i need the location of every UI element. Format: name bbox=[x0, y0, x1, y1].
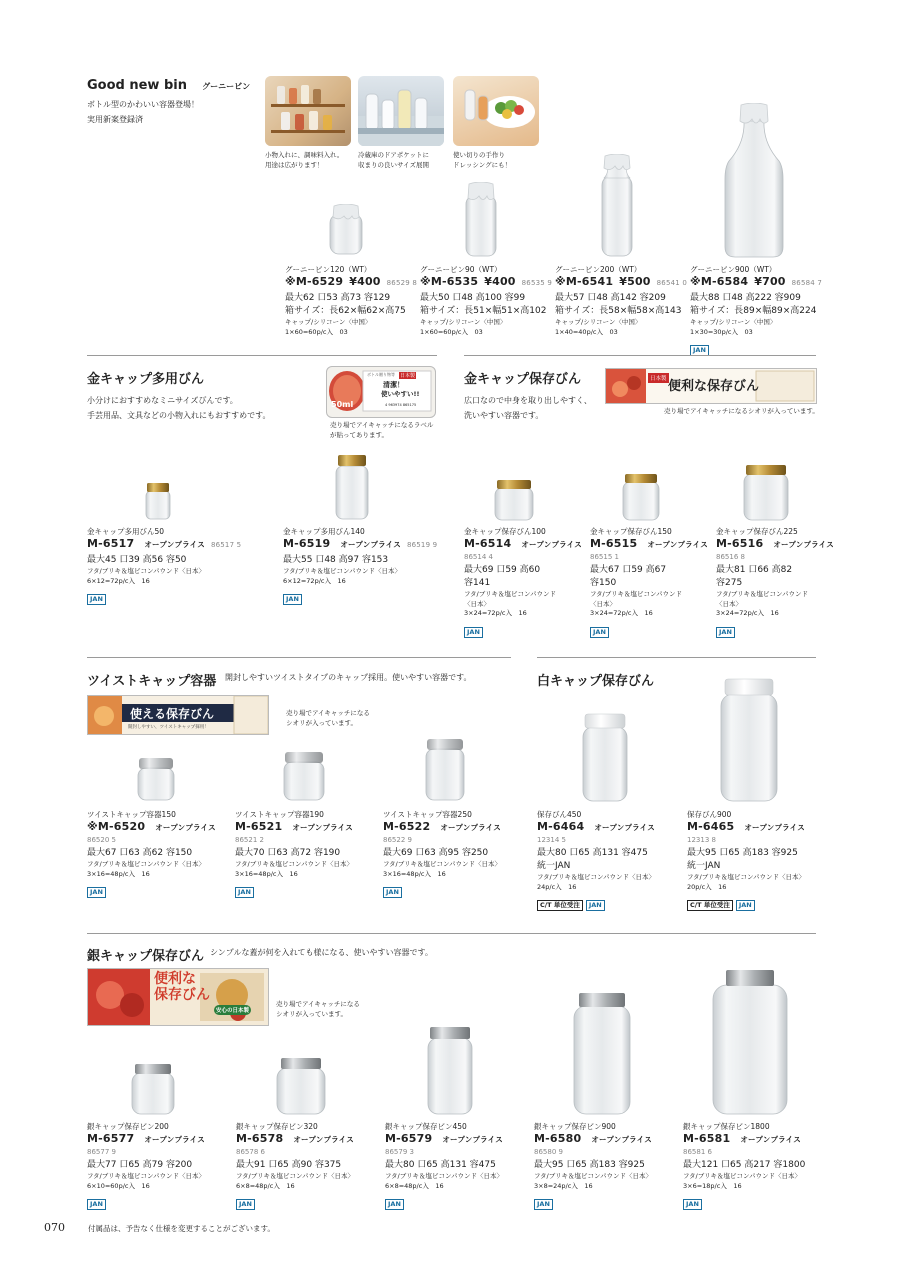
jan-code: 86515 1 bbox=[590, 553, 619, 561]
product-material: フタ/ブリキ＆塩ビコンパウンド〈日本〉 bbox=[683, 1172, 802, 1180]
product-name: グーニービン900（WT） bbox=[690, 265, 777, 274]
product-name: グーニービン120（WT） bbox=[285, 265, 372, 274]
gold-storage-banner-image bbox=[605, 368, 817, 404]
product-dims: 最大95 口65 高183 容925 bbox=[534, 1160, 645, 1170]
product-code: ※M-6584 bbox=[690, 275, 749, 288]
desc-line: 実用新案登録済 bbox=[87, 115, 143, 124]
product-pack: 1×40=40p/c入 03 bbox=[555, 327, 618, 336]
product-pack: 3×8=24p/c入 16 bbox=[534, 1181, 593, 1190]
product-name: 金キャップ多用びん140 bbox=[283, 527, 365, 536]
product-code: ※M-6535 bbox=[420, 275, 479, 288]
banner-note bbox=[276, 999, 360, 1019]
product-code: ※M-6529 bbox=[285, 275, 344, 288]
product-price: ¥400 bbox=[484, 275, 516, 288]
jar-image bbox=[129, 1063, 177, 1115]
jar-image bbox=[333, 454, 371, 520]
label-main-1: 清潔！ bbox=[383, 381, 404, 389]
product-pack: 1×60=60p/c入 03 bbox=[420, 327, 483, 336]
product-material: フタ/ブリキ＆塩ビコンパウンド〈日本〉 bbox=[87, 860, 206, 868]
jan-code: 12313 8 bbox=[687, 836, 716, 844]
jar-image bbox=[135, 757, 177, 801]
caption-line: 売り場でアイキャッチになる bbox=[286, 709, 370, 717]
product-m6541 bbox=[555, 264, 690, 337]
product-dims: 最大95 口65 高183 容925 bbox=[687, 848, 798, 858]
jan-code: 86577 9 bbox=[87, 1148, 116, 1156]
silver-banner-image bbox=[87, 968, 269, 1026]
product-dims: 最大121 口65 高217 容1800 bbox=[683, 1160, 806, 1170]
open-price: オープンプライス bbox=[521, 540, 582, 549]
jan-badge: JAN bbox=[383, 887, 402, 898]
caption-line: 冷蔵庫のドアポケットに bbox=[358, 151, 429, 159]
product-name: 金キャップ保存びん225 bbox=[716, 527, 798, 536]
banner-note bbox=[286, 708, 370, 728]
photo-caption-3 bbox=[453, 150, 511, 170]
open-price: オープンプライス bbox=[293, 1135, 354, 1144]
product-code: M-6522 bbox=[383, 820, 431, 833]
caption-line: シオリが入っています。 bbox=[276, 1010, 347, 1018]
product-code-line bbox=[87, 820, 232, 835]
jan-badge: JAN bbox=[586, 900, 605, 911]
jan-code: 86517 5 bbox=[210, 541, 242, 549]
jar-image bbox=[143, 482, 173, 520]
product-name: グーニービン90（WT） bbox=[420, 265, 502, 274]
product-m6577 bbox=[87, 1121, 232, 1210]
open-price: オープンプライス bbox=[647, 540, 708, 549]
silver-desc: シンプルな蓋が何を入れても様になる、使いやすい容器です。 bbox=[210, 948, 433, 957]
salad-illustration bbox=[453, 76, 539, 146]
product-m6516 bbox=[716, 526, 836, 638]
open-price: オープンプライス bbox=[773, 540, 834, 549]
jan-badge: JAN bbox=[236, 1199, 255, 1210]
product-material: フタ/ブリキ＆塩ビコンパウンド〈日本〉 bbox=[687, 873, 806, 881]
product-code: M-6515 bbox=[590, 537, 638, 550]
product-name: ツイストキャップ容器150 bbox=[87, 810, 176, 819]
desc-line: 広口なので中身を取り出しやすく、 bbox=[464, 396, 592, 405]
photo-caption-1 bbox=[265, 150, 343, 170]
shelf-illustration bbox=[265, 76, 351, 146]
product-dims: 最大45 口39 高56 容50 bbox=[87, 555, 187, 565]
product-material: フタ/ブリキ＆塩ビコンパウンド〈日本〉 bbox=[87, 1172, 206, 1180]
product-code-line bbox=[555, 275, 690, 290]
product-code: M-6579 bbox=[385, 1132, 433, 1145]
label-top: ボトル贈り物等 bbox=[367, 372, 395, 377]
gold-multi-desc bbox=[87, 393, 270, 423]
jan-code: 86529 8 bbox=[386, 279, 418, 287]
product-name: 銀キャップ保存ビン450 bbox=[385, 1122, 467, 1131]
product-price: ¥400 bbox=[349, 275, 381, 288]
label-barcode: 4 963974 865175 bbox=[385, 403, 417, 407]
jan-badge: JAN bbox=[87, 594, 106, 605]
product-box-size: 箱サイズ：長62×幅62×高75 bbox=[285, 306, 406, 316]
gold-multi-title: 金キャップ多用びん bbox=[87, 372, 205, 387]
white-cap-title: 白キャップ保存びん bbox=[537, 674, 655, 689]
twist-banner-image bbox=[87, 695, 269, 735]
jan-code: 86584 7 bbox=[791, 279, 823, 287]
open-price: オープンプライス bbox=[155, 823, 216, 832]
jar-image bbox=[492, 479, 536, 521]
product-cap: キャップ/シリコーン〈中国〉 bbox=[285, 318, 372, 326]
product-dims: 最大88 口48 高222 容909 bbox=[690, 293, 801, 303]
jan-badge: JAN bbox=[590, 627, 609, 638]
product-code-line bbox=[420, 275, 555, 290]
product-material: フタ/ブリキ＆塩ビコンパウンド bbox=[590, 590, 683, 598]
product-material-origin: 〈日本〉 bbox=[464, 599, 490, 608]
caption-line: 売り場でアイキャッチになる bbox=[276, 1000, 360, 1008]
label-tag: 日本製 bbox=[400, 373, 416, 379]
product-code: M-6521 bbox=[235, 820, 283, 833]
kitchen-shelf-photo bbox=[265, 76, 351, 146]
label-main-2: 使いやすい!! bbox=[381, 390, 420, 398]
product-capacity: 容150 bbox=[590, 578, 617, 588]
product-code-line bbox=[285, 275, 420, 290]
product-m6580 bbox=[534, 1121, 679, 1210]
product-m6535 bbox=[420, 264, 555, 337]
product-dims: 最大67 口63 高62 容150 bbox=[87, 848, 193, 858]
jan-badge: JAN bbox=[716, 627, 735, 638]
product-code: M-6578 bbox=[236, 1132, 284, 1145]
product-capacity: 容141 bbox=[464, 578, 491, 588]
product-code-line bbox=[236, 1132, 381, 1147]
open-price: オープンプライス bbox=[744, 823, 805, 832]
jan-code: 86581 6 bbox=[683, 1148, 712, 1156]
twist-title: ツイストキャップ容器 bbox=[87, 674, 217, 689]
jar-image bbox=[274, 1057, 328, 1115]
product-dims: 最大91 口65 高90 容375 bbox=[236, 1160, 342, 1170]
product-material: フタ/ブリキ＆塩ビコンパウンド〈日本〉 bbox=[87, 567, 206, 575]
caption-line: 売り場でアイキャッチになるラベル bbox=[330, 421, 434, 429]
footnote: 付属品は、予告なく仕様を変更することがございます。 bbox=[88, 1224, 275, 1233]
jan-badge: JAN bbox=[87, 1199, 106, 1210]
product-cap: キャップ/シリコーン〈中国〉 bbox=[420, 318, 507, 326]
jan-badge: JAN bbox=[235, 887, 254, 898]
dressing-photo bbox=[453, 76, 539, 146]
product-material: フタ/ブリキ＆塩ビコンパウンド〈日本〉 bbox=[283, 567, 402, 575]
product-m6519 bbox=[283, 526, 463, 605]
product-code-line bbox=[385, 1132, 530, 1147]
product-code-line bbox=[683, 1132, 828, 1147]
product-name: 銀キャップ保存ビン1800 bbox=[683, 1122, 770, 1131]
jan-code: 12314 5 bbox=[537, 836, 566, 844]
product-cap: キャップ/シリコーン〈中国〉 bbox=[690, 318, 777, 326]
jan-code: 86514 4 bbox=[464, 553, 493, 561]
product-pack: 3×24=72p/c入 16 bbox=[716, 609, 779, 617]
product-m6517 bbox=[87, 526, 267, 605]
product-pack: 3×16=48p/c入 16 bbox=[235, 869, 298, 878]
product-dims: 最大70 口63 高72 容190 bbox=[235, 848, 341, 858]
jan-badge: JAN bbox=[283, 594, 302, 605]
product-name: 金キャップ多用びん50 bbox=[87, 527, 165, 536]
jan-code: 86522 9 bbox=[383, 836, 412, 844]
open-price: オープンプライス bbox=[442, 1135, 503, 1144]
product-dims: 最大50 口48 高100 容99 bbox=[420, 293, 526, 303]
banner-note: 売り場でアイキャッチになるシオリが入っています。 bbox=[664, 407, 819, 415]
jar-image bbox=[580, 713, 630, 803]
page-number: 070 bbox=[44, 1221, 65, 1234]
product-name: グーニービン200（WT） bbox=[555, 265, 642, 274]
product-name: 銀キャップ保存ビン200 bbox=[87, 1122, 169, 1131]
banner-tag: 日本製 bbox=[648, 373, 669, 383]
product-dims: 最大69 口59 高60 bbox=[464, 565, 541, 575]
jan-badge: JAN bbox=[690, 345, 709, 356]
open-price: オープンプライス bbox=[440, 823, 501, 832]
product-code: M-6580 bbox=[534, 1132, 582, 1145]
jan-badge: JAN bbox=[534, 1199, 553, 1210]
jan-code: 86516 8 bbox=[716, 553, 745, 561]
jan-code: 86580 9 bbox=[534, 1148, 563, 1156]
product-dims: 最大80 口65 高131 容475 bbox=[385, 1160, 496, 1170]
product-m6529 bbox=[285, 264, 420, 337]
product-pack: 3×24=72p/c入 16 bbox=[464, 609, 527, 617]
product-code-line bbox=[283, 537, 463, 552]
jar-image bbox=[620, 473, 662, 521]
gold-storage-title: 金キャップ保存びん bbox=[464, 372, 582, 387]
open-price: オープンプライス bbox=[340, 540, 401, 549]
product-dims: 最大80 口65 高131 容475 bbox=[537, 848, 648, 858]
label-note bbox=[330, 420, 433, 440]
jan-badge: JAN bbox=[87, 887, 106, 898]
product-pack: 6×10=60p/c入 16 bbox=[87, 1181, 150, 1190]
product-cap: キャップ/シリコーン〈中国〉 bbox=[555, 318, 642, 326]
bottle-image bbox=[597, 154, 637, 258]
desc-line: 洗いやすい容器です。 bbox=[464, 411, 544, 420]
product-code-line bbox=[590, 537, 710, 552]
caption-line: 収まりの良いサイズ展開 bbox=[358, 161, 429, 169]
product-pack: 6×12=72p/c入 16 bbox=[87, 576, 150, 585]
product-m6520 bbox=[87, 809, 232, 898]
caption-line: シオリが入っています。 bbox=[286, 719, 357, 727]
banner-main: 便利な保存びん bbox=[668, 379, 760, 394]
product-code: M-6464 bbox=[537, 820, 585, 833]
ct-order-badge: C/T 単位受注 bbox=[687, 900, 733, 911]
product-code-line bbox=[537, 820, 682, 835]
product-box-size: 箱サイズ：長51×幅51×高102 bbox=[420, 306, 547, 316]
product-pack: 3×16=48p/c入 16 bbox=[87, 869, 150, 878]
product-material-origin: 〈日本〉 bbox=[716, 599, 742, 608]
product-m6514 bbox=[464, 526, 584, 638]
jar-image bbox=[718, 678, 780, 803]
jan-badge: JAN bbox=[464, 627, 483, 638]
open-price: オープンプライス bbox=[144, 540, 205, 549]
product-name: ツイストキャップ容器190 bbox=[235, 810, 324, 819]
product-name: 銀キャップ保存ビン900 bbox=[534, 1122, 616, 1131]
product-dims: 最大67 口59 高67 bbox=[590, 565, 667, 575]
product-code-line bbox=[464, 537, 584, 552]
product-pack: 6×8=48p/c入 16 bbox=[236, 1181, 295, 1190]
product-m6464 bbox=[537, 809, 682, 911]
product-dims: 最大77 口65 高79 容200 bbox=[87, 1160, 193, 1170]
product-pack: 3×6=18p/c入 16 bbox=[683, 1181, 742, 1190]
banner-main bbox=[154, 971, 210, 1003]
twist-desc: 開封しやすいツイストタイプのキャップ採用。使いやすい容器です。 bbox=[225, 673, 472, 682]
open-price: オープンプライス bbox=[292, 823, 353, 832]
product-dims: 最大81 口66 高82 bbox=[716, 565, 793, 575]
jar-image bbox=[281, 751, 327, 801]
jan-note: 統一JAN bbox=[537, 861, 571, 871]
product-code-line bbox=[716, 537, 836, 552]
product-pack: 6×12=72p/c入 16 bbox=[283, 576, 346, 585]
product-code: M-6517 bbox=[87, 537, 135, 550]
bottle-image bbox=[326, 204, 366, 256]
caption-line: ドレッシングにも！ bbox=[453, 161, 512, 169]
jar-image bbox=[571, 992, 633, 1115]
product-dims: 最大55 口48 高97 容153 bbox=[283, 555, 389, 565]
jan-code: 86578 6 bbox=[236, 1148, 265, 1156]
photo-caption-2 bbox=[358, 150, 429, 170]
product-pack: 24p/c入 16 bbox=[537, 882, 577, 891]
product-price: ¥500 bbox=[619, 275, 651, 288]
banner-main-line: 便利な bbox=[154, 971, 196, 987]
section-divider bbox=[87, 933, 816, 934]
product-name: 保存びん450 bbox=[537, 810, 582, 819]
product-code: M-6516 bbox=[716, 537, 764, 550]
product-material-origin: 〈日本〉 bbox=[590, 599, 616, 608]
product-code-line bbox=[87, 537, 267, 552]
caption-line: が貼ってあります。 bbox=[330, 431, 388, 439]
banner-main-line: 保存びん bbox=[154, 987, 210, 1003]
product-code: M-6514 bbox=[464, 537, 512, 550]
product-code-line bbox=[235, 820, 380, 835]
jan-code: 86535 9 bbox=[521, 279, 553, 287]
fridge-door-photo bbox=[358, 76, 444, 146]
product-code-line bbox=[534, 1132, 679, 1147]
product-material: フタ/ブリキ＆塩ビコンパウンド〈日本〉 bbox=[383, 860, 502, 868]
jan-badge: JAN bbox=[736, 900, 755, 911]
jan-code: 86520 5 bbox=[87, 836, 116, 844]
section-divider bbox=[87, 355, 437, 356]
bottle-image bbox=[462, 182, 500, 258]
product-price: ¥700 bbox=[754, 275, 786, 288]
ct-order-badge: C/T 単位受注 bbox=[537, 900, 583, 911]
product-dims: 最大62 口53 高73 容129 bbox=[285, 293, 391, 303]
product-m6578 bbox=[236, 1121, 381, 1210]
product-pack: 3×16=48p/c入 16 bbox=[383, 869, 446, 878]
product-box-size: 箱サイズ：長89×幅89×高224 bbox=[690, 306, 817, 316]
product-code-line bbox=[383, 820, 528, 835]
product-material: フタ/ブリキ＆塩ビコンパウンド bbox=[716, 590, 809, 598]
jan-badge: JAN bbox=[683, 1199, 702, 1210]
section-divider bbox=[537, 657, 816, 658]
banner-tag: 安心の日本製 bbox=[214, 1005, 251, 1015]
product-dims: 最大57 口48 高142 容209 bbox=[555, 293, 666, 303]
product-m6522 bbox=[383, 809, 528, 898]
good-new-bin-subtitle: グーニービン bbox=[202, 82, 251, 91]
product-capacity: 容275 bbox=[716, 578, 743, 588]
good-new-bin-title: Good new bin bbox=[87, 78, 187, 93]
product-m6465 bbox=[687, 809, 832, 911]
section-divider bbox=[87, 657, 511, 658]
open-price: オープンプライス bbox=[144, 1135, 205, 1144]
good-new-bin-desc bbox=[87, 97, 199, 127]
caption-line: 用途は広がります！ bbox=[265, 161, 324, 169]
jar-image bbox=[425, 1026, 475, 1115]
jan-badge: JAN bbox=[385, 1199, 404, 1210]
product-code-line bbox=[690, 275, 825, 290]
product-code-line bbox=[87, 1132, 232, 1147]
product-name: 銀キャップ保存ビン320 bbox=[236, 1122, 318, 1131]
product-box-size: 箱サイズ：長58×幅58×高143 bbox=[555, 306, 682, 316]
product-pack: 20p/c入 16 bbox=[687, 882, 727, 891]
product-code: M-6465 bbox=[687, 820, 735, 833]
product-pack: 1×60=60p/c入 03 bbox=[285, 327, 348, 336]
product-code: M-6581 bbox=[683, 1132, 731, 1145]
product-code: M-6519 bbox=[283, 537, 331, 550]
product-code: ※M-6541 bbox=[555, 275, 614, 288]
product-name: 保存びん900 bbox=[687, 810, 732, 819]
caption-line: 小物入れに、調味料入れ。 bbox=[265, 151, 344, 159]
product-name: 金キャップ保存びん150 bbox=[590, 527, 672, 536]
product-m6521 bbox=[235, 809, 380, 898]
caption-line: 使い切りの手作り bbox=[453, 151, 505, 159]
product-material: フタ/ブリキ＆塩ビコンパウンド〈日本〉 bbox=[534, 1172, 653, 1180]
desc-line: ボトル型のかわいい容器登場！ bbox=[87, 100, 199, 109]
product-code-line bbox=[687, 820, 832, 835]
desc-line: 小分けにおすすめなミニサイズびんです。 bbox=[87, 396, 238, 405]
product-material: フタ/ブリキ＆塩ビコンパウンド bbox=[464, 590, 557, 598]
good-new-bin-header bbox=[87, 74, 250, 93]
product-pack: 6×8=48p/c入 16 bbox=[385, 1181, 444, 1190]
open-price: オープンプライス bbox=[740, 1135, 801, 1144]
label-ml: 50ml bbox=[331, 400, 354, 409]
open-price: オープンプライス bbox=[594, 823, 655, 832]
product-pack: 3×24=72p/c入 16 bbox=[590, 609, 653, 617]
jan-code: 86519 9 bbox=[406, 541, 438, 549]
jar-image bbox=[710, 969, 790, 1115]
product-m6584 bbox=[690, 264, 825, 356]
product-material: フタ/ブリキ＆塩ビコンパウンド〈日本〉 bbox=[235, 860, 354, 868]
product-code: ※M-6520 bbox=[87, 820, 146, 833]
desc-line: 手芸用品、文具などの小物入れにもおすすめです。 bbox=[87, 411, 271, 420]
banner-main: 使える保存びん bbox=[130, 707, 215, 721]
banner-sub: 開封しやすい、ツイストキャップ採用！ bbox=[128, 725, 209, 730]
jan-note: 統一JAN bbox=[687, 861, 721, 871]
product-m6581 bbox=[683, 1121, 828, 1210]
section-divider bbox=[464, 355, 816, 356]
product-material: フタ/ブリキ＆塩ビコンパウンド〈日本〉 bbox=[537, 873, 656, 881]
silver-title: 銀キャップ保存びん bbox=[87, 949, 205, 964]
product-dims: 最大69 口63 高95 容250 bbox=[383, 848, 489, 858]
open-price: オープンプライス bbox=[591, 1135, 652, 1144]
gold-storage-desc bbox=[464, 393, 592, 423]
product-m6579 bbox=[385, 1121, 530, 1210]
product-material: フタ/ブリキ＆塩ビコンパウンド〈日本〉 bbox=[236, 1172, 355, 1180]
product-name: ツイストキャップ容器250 bbox=[383, 810, 472, 819]
gold-multi-label-image bbox=[326, 366, 436, 418]
bottle-image bbox=[723, 103, 785, 259]
product-name: 金キャップ保存びん100 bbox=[464, 527, 546, 536]
jar-image bbox=[741, 464, 791, 521]
product-pack: 1×30=30p/c入 03 bbox=[690, 327, 753, 336]
jan-code: 86541 0 bbox=[656, 279, 688, 287]
product-m6515 bbox=[590, 526, 710, 638]
jan-code: 86579 3 bbox=[385, 1148, 414, 1156]
product-material: フタ/ブリキ＆塩ビコンパウンド〈日本〉 bbox=[385, 1172, 504, 1180]
fridge-illustration bbox=[358, 76, 444, 146]
product-code: M-6577 bbox=[87, 1132, 135, 1145]
jar-image bbox=[423, 738, 467, 801]
jan-code: 86521 2 bbox=[235, 836, 264, 844]
